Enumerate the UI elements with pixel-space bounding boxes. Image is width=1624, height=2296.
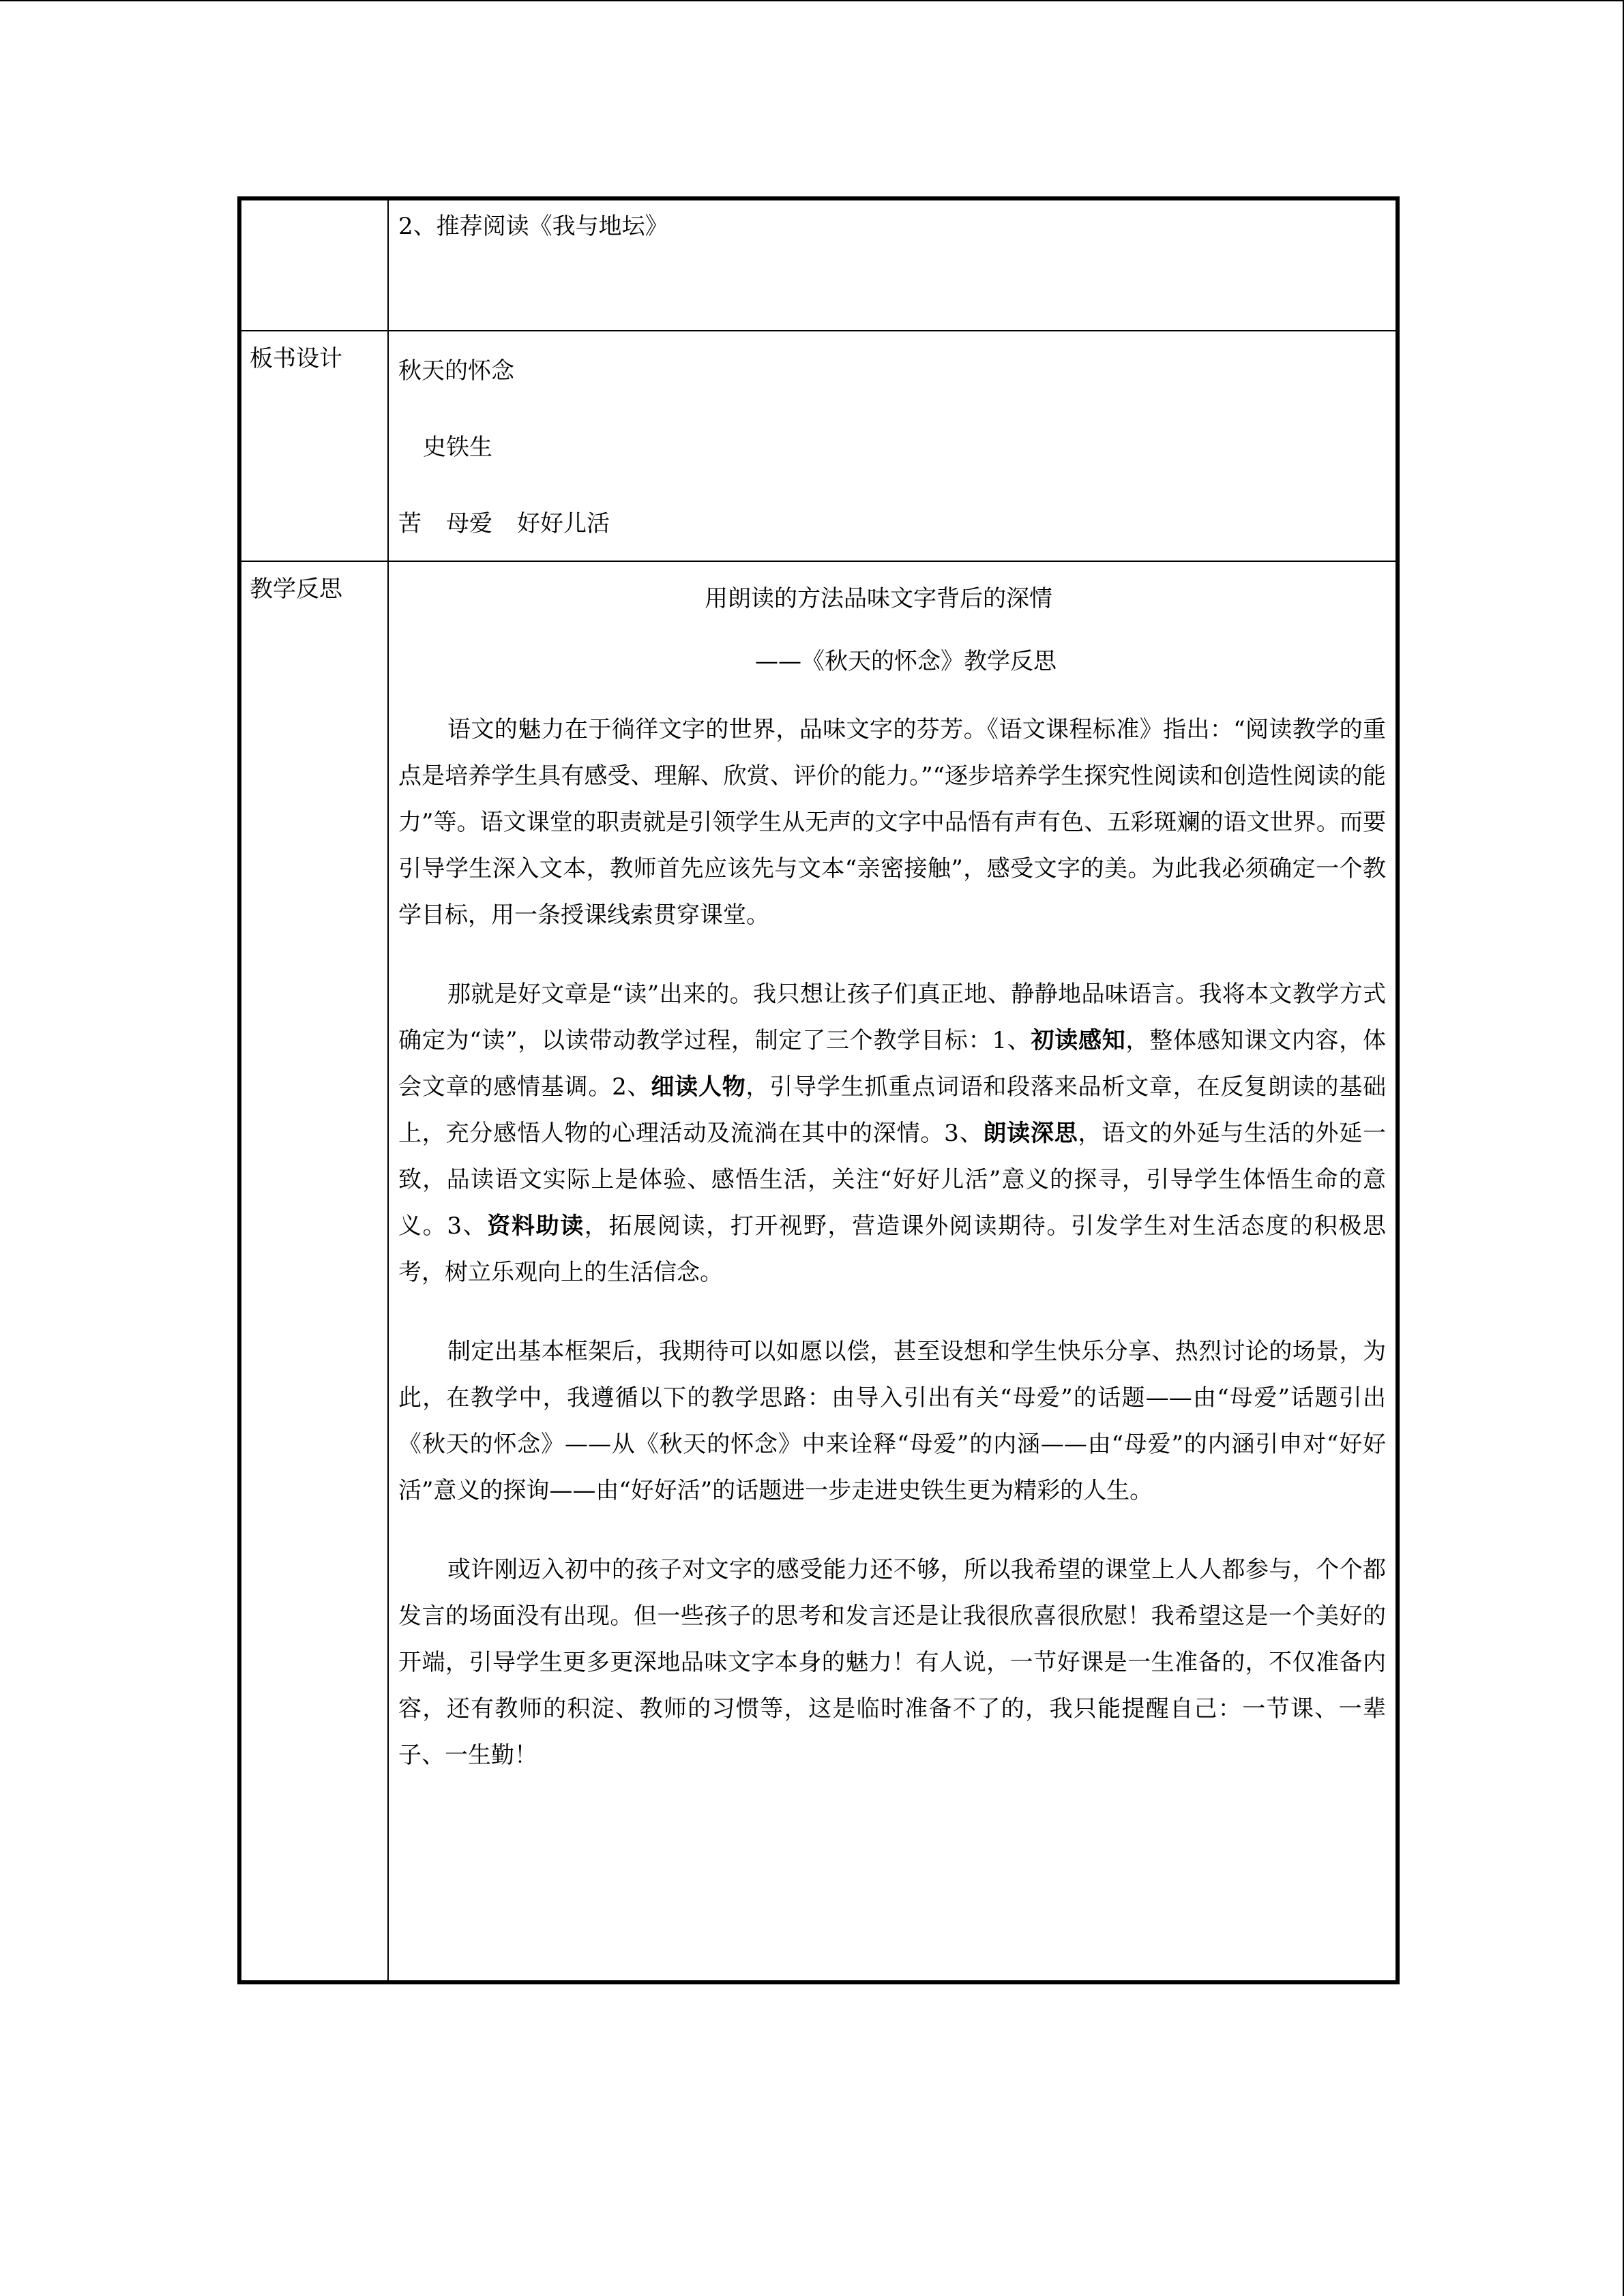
board-keyword: 苦 (398, 510, 422, 537)
board-keywords (398, 510, 1386, 537)
table-row (239, 331, 1398, 561)
row-content-cell (388, 561, 1398, 1982)
paragraph-text: 那就是好文章是“读”出来的。我只想让孩子们真正地、静静地品味语言。我将本文教学方式确定为“读”，以读带动教学过程，制定了三个教学目标：1、 (398, 981, 1386, 1054)
row-content-cell (388, 198, 1398, 331)
table-row (239, 561, 1398, 1982)
row-label-cell (239, 331, 388, 561)
row-label (241, 200, 387, 214)
board-title: 秋天的怀念 (398, 357, 514, 385)
paragraph-text: ，语文的外延与生活的外延一致，品读语文实际上是体验、感悟生活，关注“好好儿活”意义的探寻，引导学生体悟生命的意义。3、 (398, 1120, 1387, 1240)
reflection-subheading: ——《秋天的怀念》教学反思 (755, 648, 1057, 675)
reflection-heading: 用朗读的方法品味文字背后的深情 (705, 585, 1052, 612)
paragraph-text: ，引导学生抓重点词语和段落来品析文章，在反复朗读的基础上，充分感悟人物的心理活动及流淌在其中的深情。3、 (398, 1073, 1387, 1147)
reflection-paragraph: 语文的魅力在于徜徉文字的世界，品味文字的芬芳。《语文课程标准》指出：“阅读教学的重点是培养学生具有感受、理解、欣赏、评价的能力。”“逐步培养学生探究性阅读和创造性阅读的能力”等。语文课堂的职责就是引领学生从无声的文字中品悟有声有色、五彩斑斓的语文世界。而要引导学生深入文本，教师首先应该先与文本“亲密接触”，感受文字的美。为此我必须确定一个教学目标，用一条授课线索贯穿课堂。 (398, 716, 1386, 929)
board-keyword: 好好儿活 (517, 510, 610, 537)
recommended-reading: 2、推荐阅读《我与地坛》 (398, 213, 668, 240)
lesson-plan-table (237, 196, 1400, 1984)
reflection-paragraph: 或许刚迈入初中的孩子对文字的感受能力还不够，所以我希望的课堂上人人都参与，个个都发言的场面没有出现。但一些孩子的思考和发言还是让我很欣喜很欣慰！我希望这是一个美好的开端，引导学生更多更深地品味文字本身的魅力！有人说，一节好课是一生准备的，不仅准备内容，还有教师的积淀、教师的习惯等，这是临时准备不了的，我只能提醒自己：一节课、一辈子、一生勤！ (398, 1556, 1386, 1769)
table-row (239, 198, 1398, 331)
board-author: 史铁生 (423, 434, 492, 461)
row-label-cell (239, 561, 388, 1982)
row-label-cell (239, 198, 388, 331)
row-label-reflection: 教学反思 (250, 576, 342, 603)
reflection-paragraph (398, 971, 1386, 1296)
board-keyword: 母爱 (446, 510, 492, 537)
row-label-board-design: 板书设计 (250, 345, 342, 372)
bold-goal: 初读感知 (1031, 1027, 1126, 1054)
bold-goal: 朗读深思 (983, 1120, 1078, 1147)
reflection-paragraph: 制定出基本框架后，我期待可以如愿以偿，甚至设想和学生快乐分享、热烈讨论的场景，为此，在教学中，我遵循以下的教学思路：由导入引出有关“母爱”的话题——由“母爱”话题引出《秋天的怀念》——从《秋天的怀念》中来诠释“母爱”的内涵——由“母爱”的内涵引申对“好好活”意义的探询——由“好好活”的话题进一步走进史铁生更为精彩的人生。 (398, 1338, 1386, 1504)
paragraph-text: ，整体感知课文内容，体会文章的感情基调。2、 (398, 1027, 1387, 1101)
page-top-border (0, 0, 1624, 1)
bold-goal: 资料助读 (487, 1212, 585, 1240)
bold-goal: 细读人物 (651, 1073, 746, 1101)
paragraph-text: ，拓展阅读，打开视野，营造课外阅读期待。引发学生对生活态度的积极思考，树立乐观向上的生活信念。 (398, 1212, 1387, 1286)
row-content-cell (388, 331, 1398, 561)
